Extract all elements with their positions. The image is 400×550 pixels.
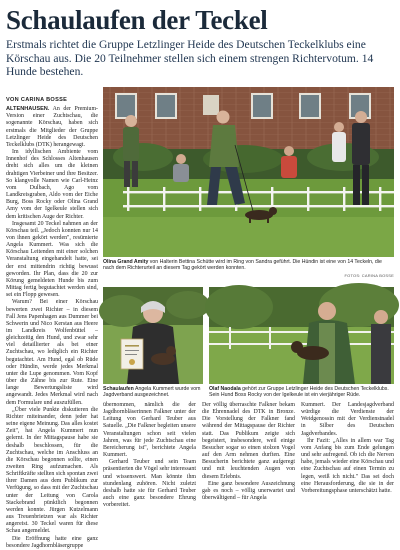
- paragraph: Eine ganz besondere Auszeichnung gab es noch – völlig unerwartet und überwältigend – für Angela: [202, 480, 295, 502]
- caption-lead: Olina Grand Amity: [103, 259, 149, 265]
- paragraph: übernommen, nämlich die der Jagdhornbläserinnen Falkner unter der Leitung von Gerhard Teuber aus Satuelle. „Die Falkner begleiten unsere Veranstaltungen schon seit vielen Jahren, was für jede Zuchtschau eine Bereicherung ist", berichtete Angela Kummert.: [103, 402, 196, 459]
- main-photo-caption: [103, 259, 394, 272]
- left-column: [6, 97, 98, 549]
- photo-credit: FOTOS: CARINA BOSSE: [344, 273, 394, 278]
- caption-lead: Schaulaufen: [103, 386, 134, 392]
- paragraph: Gerhard Teuber und sein Team präsentierten die Vögel sehr interessant und wissenswert. Man könnte ihm stundenlang zuhören. Nicht zuletzt deshalb hatte sie für Gerhard Teuber auch eine ganz besondere Ehrung vorbereitet.: [103, 459, 196, 509]
- lead-word: ALTENHAUSEN.: [6, 106, 50, 113]
- paragraph: Kummert. Der Landesjagdverband würdige die Verdienste der Weidgenossin mit der Verdienstnadel in Silber des Deutschen Jagdverbandes.: [301, 402, 394, 437]
- paragraph: Im idyllischen Ambiente vom Innenhof des Schlosses Altenhausen dreht sich alles um die kleinen drahtigen Vierbeiner und ihre Besitzer. So klangvolle Namen wie Carl-Heinz vom Dulbach, Ago vom Landkreisgraben, Aldo vom der Eiche Burg, Boss Rocky oder Olina Grand Amy vom der Igelkeule stellen sich dem kritischen Auge der Richter.: [6, 149, 98, 220]
- owner-photo-caption: [209, 386, 394, 399]
- paragraph: Insgesamt 20 Teckel nahmen an der Körschau teil. „Jedoch konnten nur 14 von ihnen gekört werden", resümierte Angela Kummert. Was sich die Körschau Leitenden mit einer solchen Veranstaltung eingehandelt hatte, sei der erst mittendrin richtig bewusst geworden. Ihr Plan, dass die 20 zur Körung gemeldeten Hunde bis zum Mittag fertig begutachtet werden sind, sei ein Flopp gewesen.: [6, 220, 98, 299]
- award-photo: [103, 287, 203, 384]
- paragraph: Warum? Bei einer Körschau bewerten zwei Richter – in diesem Fall Jens Papenhagen aus Dummer bei Schwerin und Nico Kerstan aus Heere im Landkreis Wolfenbüttel – gleichzeitig den Hund, und zwar sehr viel detaillierter als bei einer Zuchtschau, wo lediglich ein Richter begutachtet. Am Hund, egal ob Rüde oder Hündin, werde jedes Merkmal unter die Lupe genommen. Vom Kopf über die Zähne bis zur Rute. Eine lange Bewertungsliste wird angewandt. Jedes Merkmal wird nach dem Formulare und auszufüllen.: [6, 299, 98, 406]
- paragraph: Die Eröffnung hatte eine ganz besondere Jagdhornbläsergruppe: [6, 535, 98, 549]
- woman-with-certificate-image: [103, 287, 203, 384]
- paragraph-text: An der Premium-Version einer Zuchtschau, die sogenannte Körschau, haben sich erstmals die Mitglieder der Gruppe Letzlinger Heide des Deutschen Teckelklubs (DTK) herangewagt.: [6, 106, 98, 148]
- dog-show-ring-image: [103, 87, 394, 257]
- caption-lead: Olaf Naodala: [209, 386, 241, 392]
- caption-text: gehört zur Gruppe Letzlinger Heide des Deutschen Teckelklubs. Sein Hund Boss Rocky von der Igelkeule ist ein vierjähriger Rüde.: [209, 386, 389, 399]
- newspaper-page: [6, 5, 394, 549]
- main-photo: [103, 87, 394, 257]
- bottom-column-3: [301, 402, 394, 541]
- man-with-dog-image: [209, 287, 394, 384]
- paragraph-lead: [6, 106, 98, 149]
- caption-text: Angela Kummert wurde vom Jagdverband ausgezeichnet.: [103, 386, 201, 399]
- award-photo-caption: [103, 386, 203, 399]
- bottom-column-2: [202, 402, 295, 541]
- paragraph: Ihr Fazit: „Alles in allem war Tag vom Anfang bis zum Ende gelungen und sehr aufregend. Ob ich die Nerven habe, jemals wieder eine Körschau und eine Zuchtschau auf einen Termin zu legen, weiß ich nicht." Das sei doch eine Herausforderung, die sie in der Vorbereitungsphase unterschätzt hatte.: [301, 437, 394, 494]
- article-headline: Schaulaufen der Teckel: [6, 5, 268, 35]
- owner-photo: [209, 287, 394, 384]
- paragraph: „Über viele Punkte diskutieren die Richter miteinander, denn jeder hat seine eigene Meinung. Das alles kostet Zeit", hat Angela Kummert nun gelernt. In der Mittagspause habe sie deshalb beschlossen, für die Zuchtschau, welche im Anschluss an die Körschau begonnen sollte, einen zweiten Ring aufzumachen. Als Schriftkräfte stellten sich spontan zwei ihrer Damen aus dem Publikum zur Verfügung, so dass mit der Zuchtschau unter der Leitung von Carola Stackebrand pünktlich begonnen werden konnte. Jürgen Kutzelmann aus Treuenbrietzen war als Richter angereist. 30 Teckel waren für diese Schau angemeldet.: [6, 406, 98, 535]
- article-subtitle: Erstmals richtet die Gruppe Letzlinger Heide des Deutschen Teckelklubs eine Körschau aus. Die 20 Teilnehmer stellen sich einem strengen Richtervotum. 14 Hunde bestehen.: [6, 38, 374, 79]
- paragraph: Der völlig überraschte Falkner bekam die Ehrennadel des DTK in Bronze. Die Vorstellung der Falkner fand während der Mittagspause der Richter statt. Das Publikum zeigte sich begeistert, insbesondere, weil einige Besucher sogar so einen stolzen Vogel auf den Arm nehmen durften. Eine Besucherin berichtete ganz aufgeregt und mit leuchtenden Augen von diesem Erlebnis.: [202, 402, 295, 480]
- bottom-column-1: [103, 402, 196, 541]
- caption-text: von Halterin Bettina Schütte wird im Ring von Sandra geführt. Die Hündin ist eine von 14 Teckeln, die nach dem Richterurteil an diesem Tag gekört werden konnten.: [103, 259, 382, 272]
- byline: VON CARINA BOSSE: [6, 97, 68, 103]
